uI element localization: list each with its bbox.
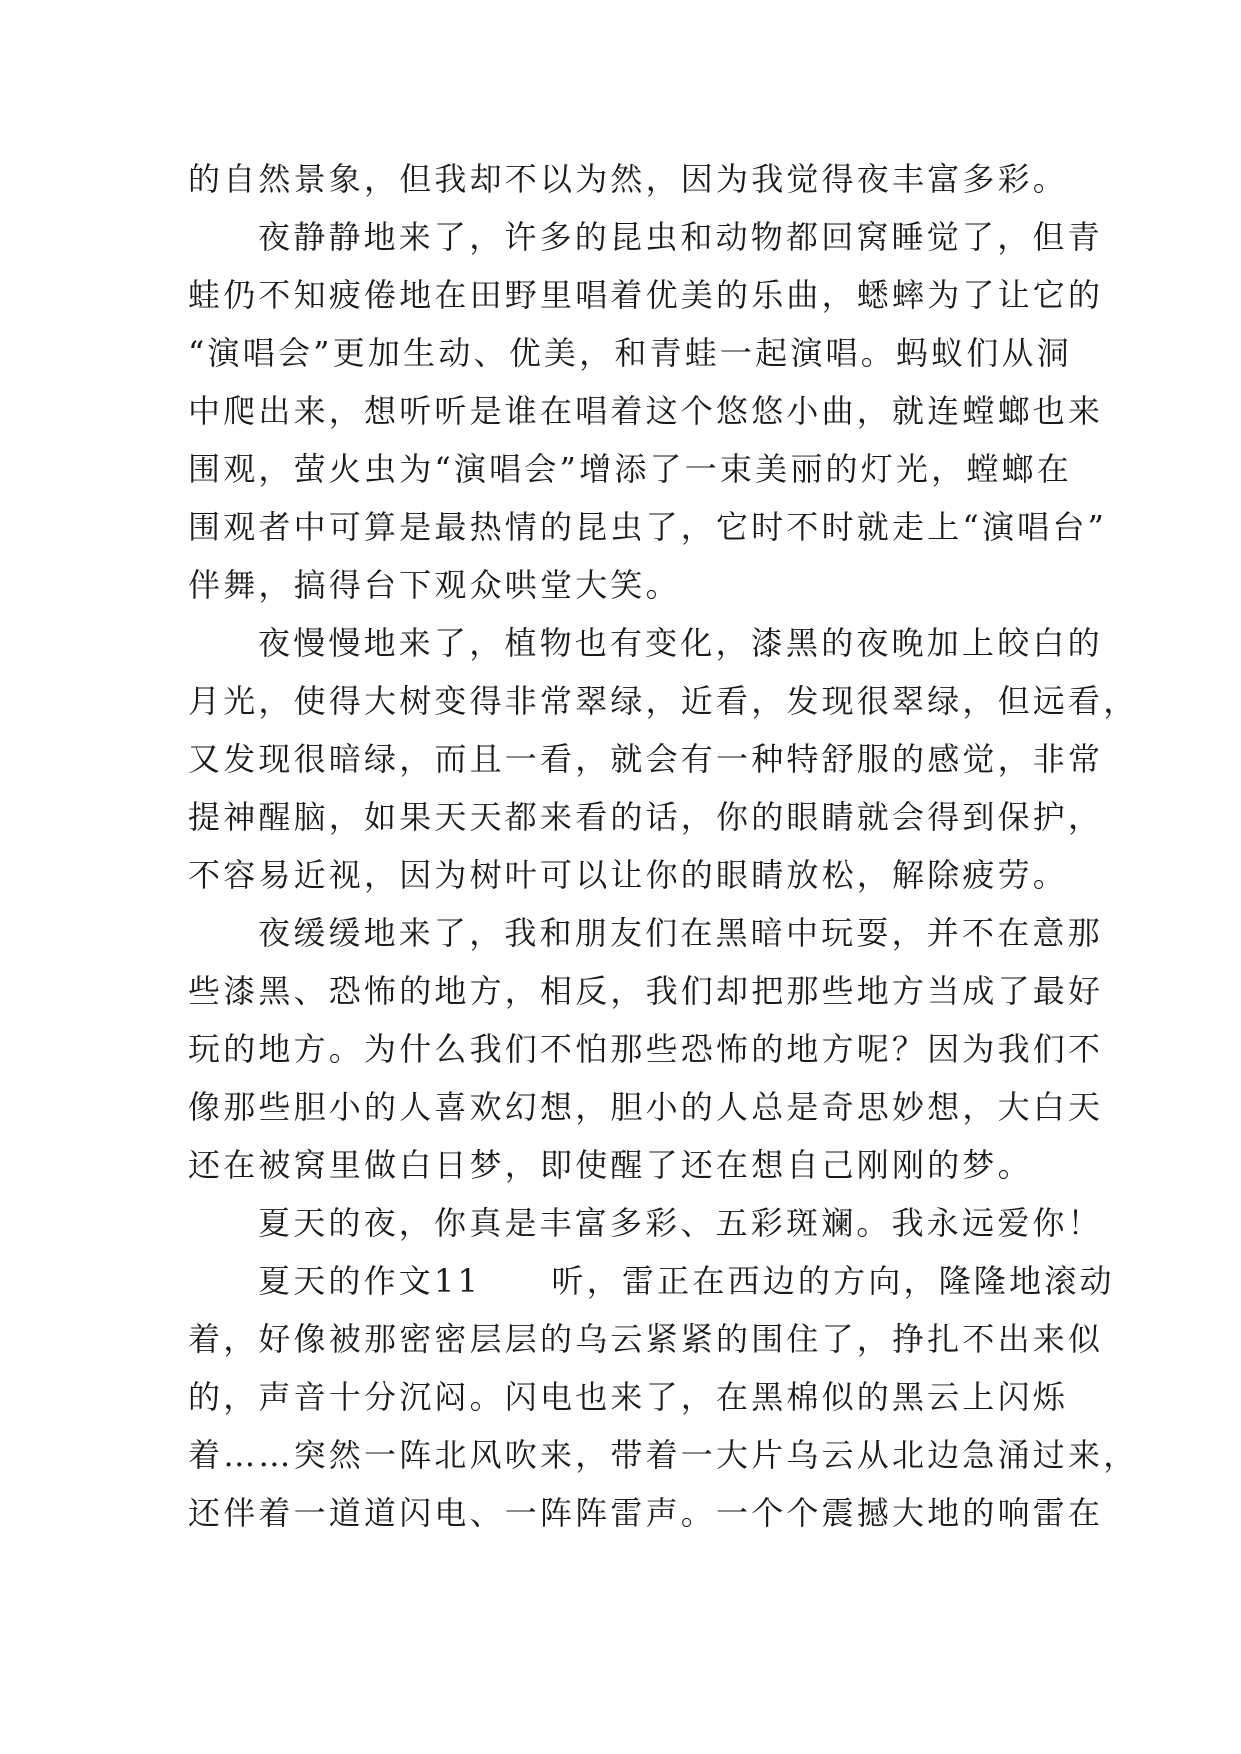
paragraph-first-line: 夜缓缓地来了，我和朋友们在黑暗中玩耍，并不在意那 xyxy=(258,914,1103,952)
text-line: 蛙仍不知疲倦地在田野里唱着优美的乐曲，蟋蟀为了让它的 xyxy=(188,276,1104,314)
paragraph-first-line: 夜慢慢地来了，植物也有变化，漆黑的夜晚加上皎白的 xyxy=(258,624,1103,662)
text-line: 不容易近视，因为树叶可以让你的眼睛放松，解除疲劳。 xyxy=(188,856,1069,894)
paragraph-first-line: 夏天的作文11 听，雷正在西边的方向，隆隆地滚动 xyxy=(258,1262,1115,1300)
text-line: 伴舞，搞得台下观众哄堂大笑。 xyxy=(188,566,681,604)
text-line: 还伴着一道道闪电、一阵阵雷声。一个个震撼大地的响雷在 xyxy=(188,1494,1104,1532)
text-line: 的，声音十分沉闷。闪电也来了，在黑棉似的黑云上闪烁 xyxy=(188,1378,1069,1416)
text-line: 中爬出来，想听听是谁在唱着这个悠悠小曲，就连螳螂也来 xyxy=(188,392,1104,430)
text-line: 玩的地方。为什么我们不怕那些恐怖的地方呢？因为我们不 xyxy=(188,1030,1104,1068)
paragraph-first-line: 夏天的夜，你真是丰富多彩、五彩斑斓。我永远爱你！ xyxy=(258,1204,1103,1242)
text-line: 些漆黑、恐怖的地方，相反，我们却把那些地方当成了最好 xyxy=(188,972,1104,1010)
text-line: 的自然景象，但我却不以为然，因为我觉得夜丰富多彩。 xyxy=(188,160,1069,198)
text-line: 围观者中可算是最热情的昆虫了，它时不时就走上“演唱台” xyxy=(188,508,1108,546)
text-line: 又发现很暗绿，而且一看，就会有一种特舒服的感觉，非常 xyxy=(188,740,1104,778)
text-line: “演唱会”更加生动、优美，和青蛙一起演唱。蚂蚁们从洞 xyxy=(188,334,1072,372)
text-line: 着……突然一阵北风吹来，带着一大片乌云从北边急涌过来， xyxy=(188,1436,1139,1474)
text-line: 围观，萤火虫为“演唱会”增添了一束美丽的灯光，螳螂在 xyxy=(188,450,1072,488)
text-line: 着，好像被那密密层层的乌云紧紧的围住了，挣扎不出来似 xyxy=(188,1320,1104,1358)
text-line: 提神醒脑，如果天天都来看的话，你的眼睛就会得到保护， xyxy=(188,798,1104,836)
text-line: 月光，使得大树变得非常翠绿，近看，发现很翠绿，但远看， xyxy=(188,682,1139,720)
body-text xyxy=(188,150,1139,1542)
text-line: 还在被窝里做白日梦，即使醒了还在想自己刚刚的梦。 xyxy=(188,1146,1033,1184)
paragraph-first-line: 夜静静地来了，许多的昆虫和动物都回窝睡觉了，但青 xyxy=(258,218,1103,256)
text-line: 像那些胆小的人喜欢幻想，胆小的人总是奇思妙想，大白天 xyxy=(188,1088,1104,1126)
